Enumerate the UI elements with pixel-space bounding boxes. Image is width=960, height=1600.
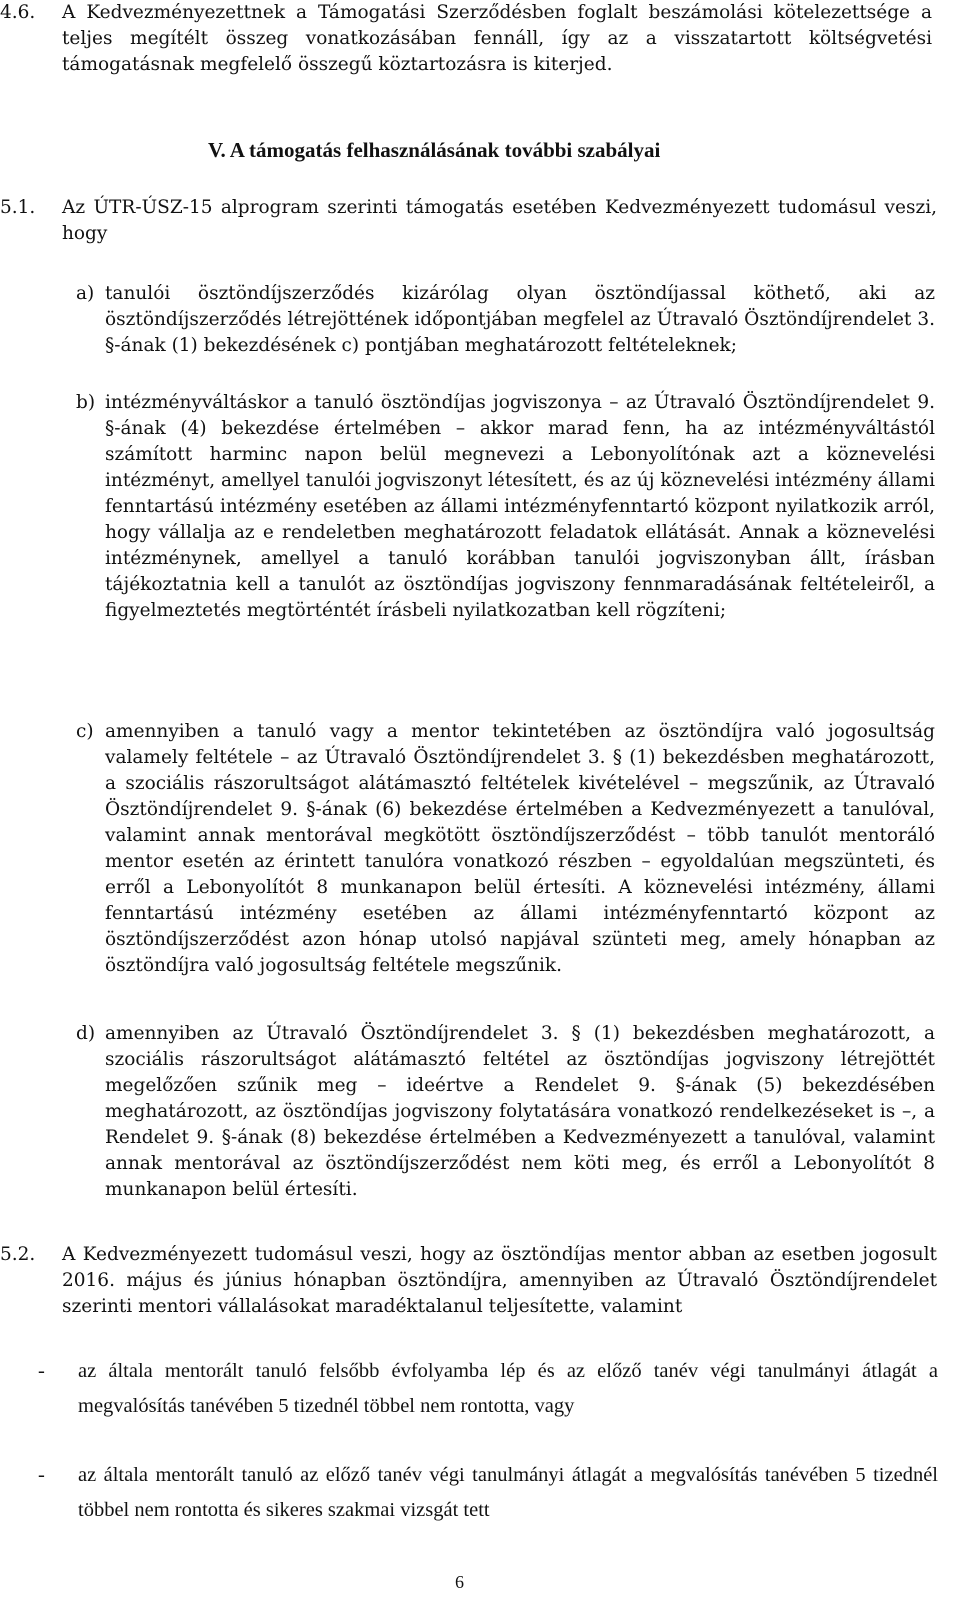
paragraph-number: 5.1. — [0, 197, 36, 218]
list-item-label: d) — [76, 1023, 96, 1044]
paragraph-5-2: A Kedvezményezett tudomásul veszi, hogy az ösztöndíjas mentor abban az esetben jogosult 2016. május és június hónapban ösztöndíjra, amennyiben az Útravaló Ösztöndíjrendelet szerinti mentori vállalásokat maradéktalanul teljesítette, valamint — [62, 1244, 937, 1317]
list-item-label: c) — [76, 721, 94, 742]
list-item-b: intézményváltáskor a tanuló ösztöndíjas jogviszonya – az Útravaló Ösztöndíjrendelet 9. §-ának (4) bekezdése értelmében – akkor marad fenn, ha az intézményváltástól számított harminc napon belül megnevezi a Lebonyolítónak azt a köznevelési intézményt, amellyel tanulói jogviszonyt létesített, és az új köznevelési intézmény állami fenntartású intézmény esetében az állami intézményfenntartó központ nyilatkozik arról, hogy vállalja az e rendeletben meghatározott feladatok ellátását. Annak a köznevelési intézménynek, amellyel a tanuló korábban tanulói jogviszonyban állt, írásban tájékoztatnia kell a tanulót az ösztöndíjas jogviszony fennmaradásának feltételeiről, a figyelmeztetés megtörténtét írásbeli nyilatkozatban kell rögzíteni; — [105, 392, 935, 621]
bullet-item: az általa mentorált tanuló az előző tanév végi tanulmányi átlagát a megvalósítás tanévében 5 tizednél többel nem rontotta és sikeres szakmai vizsgát tett — [78, 1464, 938, 1521]
list-item-d: amennyiben az Útravaló Ösztöndíjrendelet 3. § (1) bekezdésben meghatározott, a szociális rászorultságot alátámasztó feltétel az ösztöndíjas jogviszony létrejöttét megelőzően szűnik meg – ideértve a Rendelet 9. §-ának (5) bekezdésében meghatározott, az ösztöndíjas jogviszony folytatására vonatkozó rendelkezéseket is –, a Rendelet 9. §-ának (8) bekezdése értelmében a Kedvezményezett a tanulóval, valamint annak mentorával az ösztöndíjszerződést nem köti meg, és erről a Lebonyolítót 8 munkanapon belül értesíti. — [105, 1023, 935, 1200]
paragraph-4-6: A Kedvezményezettnek a Támogatási Szerződésben foglalt beszámolási kötelezettsége a teljes megítélt összeg vonatkozásában fennáll, így az a visszatartott költségvetési támogatásnak megfelelő összegű köztartozásra is kiterjed. — [62, 2, 932, 75]
list-item-c: amennyiben a tanuló vagy a mentor tekintetében az ösztöndíjra való jogosultság valamely feltétele – az Útravaló Ösztöndíjrendelet 3. § (1) bekezdésben meghatározott, a szociális rászorultságot alátámasztó feltételek kivételével – megszűnik, az Útravaló Ösztöndíjrendelet 9. §-ának (6) bekezdése értelmében a Kedvezményezett a tanulóval, valamint annak mentorával megkötött ösztöndíjszerződést – több tanulót mentoráló mentor esetén az érintett tanulóra vonatkozó részben – egyoldalúan megszünteti, és erről a Lebonyolítót 8 munkanapon belül értesíti. A köznevelési intézmény, állami fenntartású intézmény esetében az állami intézményfenntartó központ az ösztöndíjszerződést azon hónap utolsó napjával szünteti meg, amely hónapban az ösztöndíjra való jogosultság feltétele megszűnik. — [105, 721, 935, 976]
bullet-dash: - — [38, 1464, 45, 1486]
list-item-label: a) — [76, 283, 95, 304]
paragraph-5-1: Az ÚTR-ÚSZ-15 alprogram szerinti támogatás esetében Kedvezményezett tudomásul veszi, hogy — [62, 197, 937, 244]
section-heading: V. A támogatás felhasználásának további szabályai — [208, 138, 661, 162]
bullet-dash: - — [38, 1360, 45, 1382]
bullet-item: az általa mentorált tanuló felsőbb évfolyamba lép és az előző tanév végi tanulmányi átlagát a megvalósítás tanévében 5 tizednél többel nem rontotta, vagy — [78, 1360, 938, 1417]
page-number: 6 — [455, 1572, 464, 1592]
paragraph-number: 5.2. — [0, 1244, 36, 1265]
list-item-label: b) — [76, 392, 96, 413]
paragraph-number: 4.6. — [0, 2, 36, 23]
list-item-a: tanulói ösztöndíjszerződés kizárólag olyan ösztöndíjassal köthető, aki az ösztöndíjszerződés létrejöttének időpontjában megfelel az Útravaló Ösztöndíjrendelet 3. §-ának (1) bekezdésének c) pontjában meghatározott feltételeknek; — [105, 283, 935, 356]
